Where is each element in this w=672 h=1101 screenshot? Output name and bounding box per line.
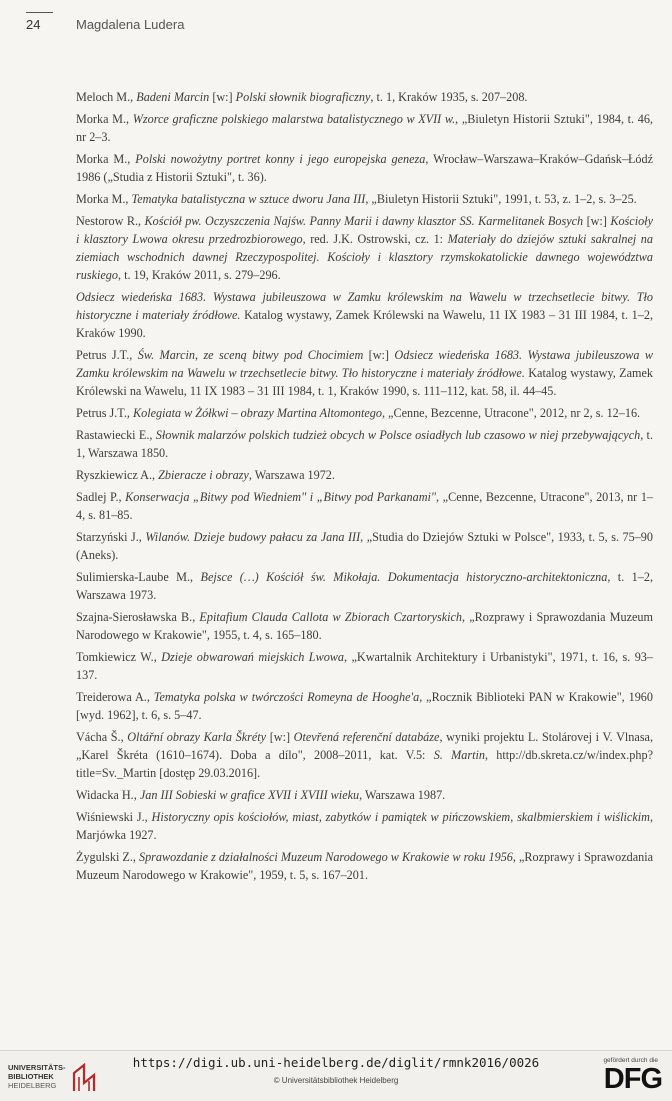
entry-text: Rastawiecki E., <box>76 428 156 442</box>
entry-text: , t. 19, Kraków 2011, s. 279–296. <box>117 268 281 282</box>
entry-title-italic: Bejsce (…) Kościół św. Mikołaja. Dokumentacja historyczno-architektoniczna <box>200 570 608 584</box>
entry-text: , t. 1, Warszawa 1850. <box>76 428 653 460</box>
entry-title-italic: Tematyka batalistyczna w sztuce dworu Jana III <box>131 192 366 206</box>
entry-title-italic: Sprawozdanie z działalności Muzeum Narodowego w Krakowie w roku 1956 <box>138 850 513 864</box>
entry-title-italic: Oltářní obrazy Karla Škréty <box>127 730 267 744</box>
entry-text: Ryszkiewicz A., <box>76 468 159 482</box>
bibliography-entry <box>76 808 653 844</box>
entry-text: Widacka H., <box>76 788 140 802</box>
entry-title-italic: Konserwacja „Bitwy pod Wiedniem" i „Bitwy pod Parkanami" <box>125 490 437 504</box>
entry-text: , red. J.K. Ostrowski, cz. 1: <box>302 232 448 246</box>
bibliography-entry <box>76 728 653 782</box>
entry-text: , „Rocznik Biblioteki PAN w Krakowie", 1960 [wyd. 1962], t. 6, s. 5–47. <box>76 690 653 722</box>
entry-text: Morka M., <box>76 112 133 126</box>
bibliography-entry <box>76 346 653 400</box>
entry-text: Katalog wystawy, Zamek Królewski na Wawelu, 11 IX 1983 – 31 III 1984, t. 1, Kraków 1990, s. 111–112, kat. 58, il. 44–45. <box>76 366 653 398</box>
entry-text: , t. 1, Kraków 1935, s. 207–208. <box>370 90 528 104</box>
entry-text: Szajna-Sierosławska B., <box>76 610 200 624</box>
footer-bar <box>0 1050 672 1101</box>
funding-caption: gefördert durch die <box>603 1057 658 1064</box>
entry-text: Tomkiewicz W., <box>76 650 162 664</box>
bibliography-entry <box>76 786 653 804</box>
bibliography-entry <box>76 648 653 684</box>
entry-title-italic: Zbieracze i obrazy <box>158 468 249 482</box>
source-url-link[interactable]: https://digi.ub.uni-heidelberg.de/diglit/rmnk2016/0026 <box>132 1055 540 1070</box>
bibliography-entry <box>76 688 653 724</box>
entry-title-italic: Tematyka polska w twórczości Romeyna de Hooghe'a <box>153 690 420 704</box>
entry-text: Treiderowa A., <box>76 690 154 704</box>
dfg-logo[interactable]: DFG <box>603 1063 662 1095</box>
entry-title-italic: Dzieje obwarowań miejskich Lwowa <box>161 650 345 664</box>
entry-text: Meloch M., <box>76 90 137 104</box>
entry-text: , „Rozprawy i Sprawozdania Muzeum Narodowego w Krakowie", 1955, t. 4, s. 165–180. <box>76 610 653 642</box>
bibliography-entry <box>76 848 653 884</box>
bibliography-entry <box>76 190 653 208</box>
entry-title-italic: Jan III Sobieski w grafice XVII i XVIII wieku <box>139 788 360 802</box>
entry-text: Petrus J.T., <box>76 406 133 420</box>
entry-title-italic: Epitafium Clauda Callota w Zbiorach Czartoryskich <box>199 610 463 624</box>
entry-text: , „Kwartalnik Architektury i Urbanistyki", 1971, t. 16, s. 93–137. <box>76 650 653 682</box>
entry-title-italic: Wzorce graficzne polskiego malarstwa batalistycznego w XVII w. <box>132 112 456 126</box>
bibliography-entry <box>76 88 653 106</box>
entry-text: Sulimierska-Laube M., <box>76 570 201 584</box>
bibliography-entry <box>76 608 653 644</box>
entry-text: , Wrocław–Warszawa–Kraków–Gdańsk–Łódź 1986 („Studia z Historii Sztuki", t. 36). <box>76 152 653 184</box>
library-name-line-1: UNIVERSITÄTS- <box>8 1063 66 1072</box>
entry-text: , „Rozprawy i Sprawozdania Muzeum Narodowego w Krakowie", 1959, t. 5, s. 167–201. <box>76 850 654 882</box>
running-head-author: Magdalena Ludera <box>76 17 185 32</box>
entry-text: , „Biuletyn Historii Sztuki", 1984, t. 46, nr 2–3. <box>76 112 653 144</box>
entry-text: Petrus J.T., <box>76 348 138 362</box>
entry-text: [w:] <box>363 348 395 362</box>
bibliography-entry <box>76 288 653 342</box>
bibliography-entry <box>76 466 653 484</box>
bibliography-entry <box>76 528 653 564</box>
entry-title-italic: Polski nowożytny portret konny i jego europejska geneza <box>135 152 426 166</box>
entry-title-italic: Badeni Marcin <box>136 90 210 104</box>
entry-title-italic: Materiały do dziejów sztuki sakralnej na ziemiach wschodnich dawnej Rzeczypospolitej. Kościoły i klasztory rzymskokatolickie dawnego województwa ruskiego <box>76 232 653 282</box>
entry-text: Vácha Š., <box>76 730 128 744</box>
entry-text: [w:] <box>583 214 611 228</box>
bibliography-entry <box>76 212 653 284</box>
bibliography-entry <box>76 568 653 604</box>
entry-title-italic: Historyczny opis kościołów, miast, zabytków i pamiątek w pińczowskiem, skalbmierskiem i wiślickim <box>151 810 650 824</box>
entry-title-italic: Otevřená referenční databáze <box>293 730 440 744</box>
entry-text: [w:] <box>209 90 236 104</box>
library-name-line-3: HEIDELBERG <box>8 1081 57 1090</box>
entry-text: Nestorow R., <box>76 214 145 228</box>
bibliography-entry <box>76 110 653 146</box>
entry-text: Sadlej P., <box>76 490 126 504</box>
entry-title-italic: Polski słownik biograficzny <box>235 90 371 104</box>
entry-text: , „Cenne, Bezcenne, Utracone", 2013, nr 1–4, s. 81–85. <box>76 490 654 522</box>
header-rule <box>26 12 53 13</box>
entry-text: Morka M., <box>76 192 132 206</box>
entry-text: Starzyński J., <box>76 530 146 544</box>
bibliography-entry <box>76 150 653 186</box>
entry-title-italic: Kościoły i klasztory Lwowa okresu przedrozbiorowego <box>76 214 653 246</box>
bibliography-entry <box>76 404 653 422</box>
entry-text: , „Biuletyn Historii Sztuki", 1991, t. 53, z. 1–2, s. 3–25. <box>365 192 637 206</box>
copyright-notice: © Universitätsbibliothek Heidelberg <box>273 1076 399 1085</box>
entry-text: , „Cenne, Bezcenne, Utracone", 2012, nr 2, s. 12–16. <box>381 406 641 420</box>
entry-text: , t. 1–2, Warszawa 1973. <box>76 570 654 602</box>
bibliography-list <box>76 88 653 888</box>
entry-text: , Warszawa 1987. <box>359 788 446 802</box>
entry-text: [w:] <box>266 730 294 744</box>
entry-title-italic: Słownik malarzów polskich tudzież obcych w Polsce osiadłych lub czasowo w niej przebywających <box>155 428 641 442</box>
entry-text: Wiśniewski J., <box>76 810 152 824</box>
entry-title-italic: S. Martin <box>433 748 485 762</box>
entry-text: , http://db.skreta.cz/w/index.php?title=Sv._Martin [dostęp 29.03.2016]. <box>76 748 653 780</box>
entry-text: Katalog wystawy, Zamek Królewski na Wawelu, 11 IX 1983 – 31 III 1984, t. 1–2, Kraków 1990. <box>76 308 654 340</box>
entry-text: Żygulski Z., <box>76 850 139 864</box>
entry-text: , „Studia do Dziejów Sztuki w Polsce", 1933, t. 5, s. 75–90 (Aneks). <box>76 530 653 562</box>
entry-title-italic: Odsiecz wiedeńska 1683. Wystawa jubileuszowa w Zamku królewskim na Wawelu w trzechsetlecie bitwy. Tło historyczne i materiały źródłowe. <box>76 290 653 322</box>
library-name-line-2: BIBLIOTHEK <box>8 1072 54 1081</box>
entry-text: , wyniki projektu L. Stolárovej i V. Vlnasa, „Karel Škréta (1610–1674). Doba a dílo", 2008–2011, kat. V.5: <box>76 730 654 762</box>
entry-title-italic: Kolegiata w Żółkwi – obrazy Martina Altomontego <box>133 406 382 420</box>
entry-text: Morka M., <box>76 152 136 166</box>
entry-title-italic: Odsiecz wiedeńska 1683. Wystawa jubileuszowa w Zamku królewskim na Wawelu w trzechsetlecie bitwy. Tło historyczne i materiały źródłowe. <box>76 348 653 380</box>
entry-title-italic: Kościół pw. Oczyszczenia Najśw. Panny Marii i dawny klasztor SS. Karmelitanek Bosych <box>144 214 584 228</box>
bibliography-entry <box>76 426 653 462</box>
entry-text: , Marjówka 1927. <box>76 810 653 842</box>
page-number: 24 <box>26 17 41 32</box>
entry-title-italic: Św. Marcin, ze sceną bitwy pod Chocimiem <box>137 348 364 362</box>
entry-text: , Warszawa 1972. <box>248 468 335 482</box>
bibliography-entry <box>76 488 653 524</box>
entry-title-italic: Wilanów. Dzieje budowy pałacu za Jana III <box>145 530 361 544</box>
